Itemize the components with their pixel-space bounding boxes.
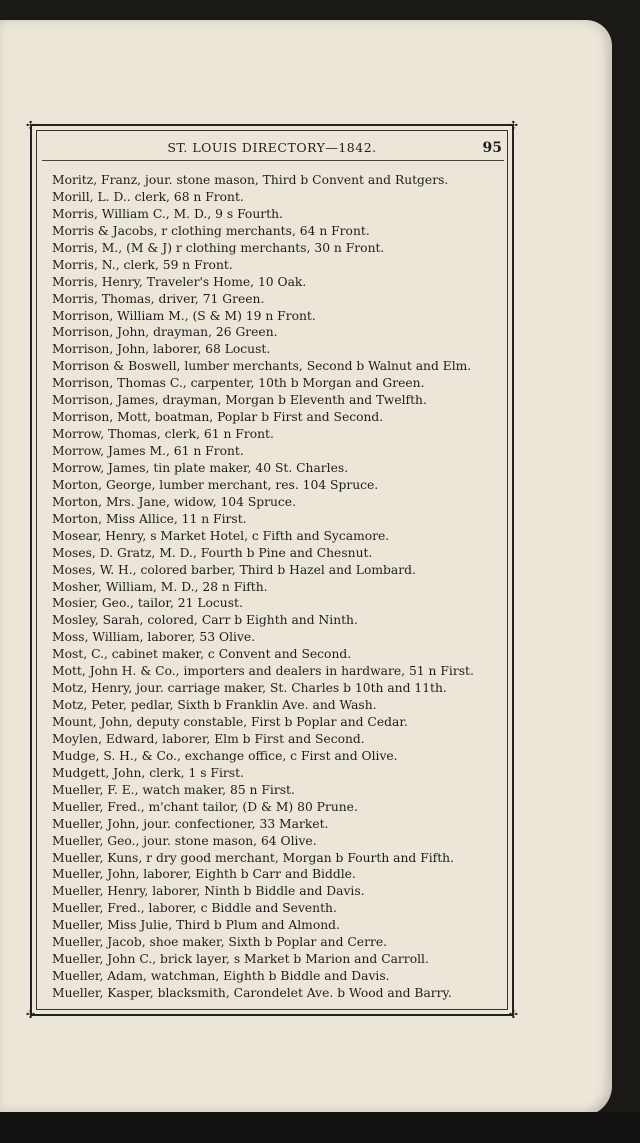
directory-entry: Mudgett, John, clerk, 1 s First. (52, 765, 244, 780)
directory-entry: Mosear, Henry, s Market Hotel, c Fifth and Sycamore. (52, 528, 390, 543)
page-border (26, 119, 518, 1021)
corner-ornament-icon: ✣ (508, 119, 518, 132)
directory-entry: Moss, William, laborer, 53 Olive. (52, 630, 256, 645)
directory-entry: Mueller, John, jour. confectioner, 33 Market. (52, 816, 329, 831)
corner-ornament-icon: ✣ (26, 1008, 36, 1021)
directory-entry: Moylen, Edward, laborer, Elm b First and Second. (52, 731, 365, 746)
directory-entry: Morris, N., clerk, 59 n Front. (52, 257, 233, 272)
running-header: ST. LOUIS DIRECTORY—1842. (167, 140, 377, 155)
directory-entry: Moses, W. H., colored barber, Third b Hazel and Lombard. (52, 562, 416, 577)
directory-entry: Morrow, James, tin plate maker, 40 St. Charles. (52, 460, 349, 475)
directory-entry: Mosley, Sarah, colored, Carr b Eighth and Ninth. (52, 613, 358, 628)
corner-ornament-icon: ✣ (508, 1008, 518, 1021)
directory-page (0, 20, 612, 1116)
directory-entry: Moritz, Franz, jour. stone mason, Third b Convent and Rutgers. (52, 173, 449, 187)
directory-entry: Morrison, John, drayman, 26 Green. (52, 325, 278, 340)
directory-entry: Morrison, Mott, boatman, Poplar b First and Second. (52, 410, 384, 425)
directory-entry: Mount, John, deputy constable, First b Poplar and Cedar. (52, 715, 408, 729)
page-number: 95 (482, 140, 502, 156)
corner-ornament-icon: ✣ (26, 119, 36, 132)
directory-entry: Morrison, Thomas C., carpenter, 10th b Morgan and Green. (52, 376, 425, 391)
directory-entry: Morton, George, lumber merchant, res. 104 Spruce. (52, 477, 379, 492)
directory-entry: Mueller, F. E., watch maker, 85 n First. (52, 782, 295, 797)
directory-entry: Mueller, John C., brick layer, s Market b Marion and Carroll. (52, 952, 429, 967)
directory-entry: Morill, L. D.. clerk, 68 n Front. (52, 189, 244, 204)
directory-entry: Morrison & Boswell, lumber merchants, Second b Walnut and Elm. (52, 359, 472, 374)
directory-entry: Mueller, Fred., laborer, c Biddle and Seventh. (52, 901, 337, 916)
directory-entry: Morrison, William M., (S & M) 19 n Front. (52, 308, 316, 323)
directory-entry: Mott, John H. & Co., importers and dealers in hardware, 51 n First. (52, 664, 474, 679)
directory-entry: Most, C., cabinet maker, c Convent and Second. (52, 647, 352, 662)
directory-entry: Morris, Thomas, driver, 71 Green. (52, 291, 265, 306)
directory-entry: Morrow, James M., 61 n Front. (52, 444, 244, 458)
directory-entry: Mueller, Adam, watchman, Eighth b Biddle and Davis. (52, 969, 390, 984)
directory-entry: Morris, M., (M & J) r clothing merchants, 30 n Front. (52, 240, 385, 255)
directory-entry: Mueller, John, laborer, Eighth b Carr and Biddle. (52, 867, 356, 882)
directory-entry: Moses, D. Gratz, M. D., Fourth b Pine and Chesnut. (52, 545, 373, 560)
directory-entry: Mosier, Geo., tailor, 21 Locust. (52, 596, 243, 611)
directory-entry: Mueller, Geo., jour. stone mason, 64 Olive. (52, 833, 317, 848)
directory-entries (52, 172, 497, 1002)
directory-entry: Morris, Henry, Traveler's Home, 10 Oak. (52, 274, 307, 289)
directory-entry: Mueller, Henry, laborer, Ninth b Biddle and Davis. (52, 884, 365, 899)
directory-entry: Mueller, Kasper, blacksmith, Carondelet Ave. b Wood and Barry. (52, 986, 452, 1000)
directory-entry: Morrison, John, laborer, 68 Locust. (52, 342, 271, 357)
directory-entry: Morrow, Thomas, clerk, 61 n Front. (52, 427, 274, 442)
directory-entry: Morris & Jacobs, r clothing merchants, 64 n Front. (52, 223, 370, 238)
directory-entry: Mudge, S. H., & Co., exchange office, c First and Olive. (52, 748, 398, 763)
directory-entry: Motz, Henry, jour. carriage maker, St. Charles b 10th and 11th. (52, 681, 447, 696)
directory-entry: Mueller, Jacob, shoe maker, Sixth b Poplar and Cerre. (52, 935, 388, 950)
directory-entry: Mosher, William, M. D., 28 n Fifth. (52, 579, 268, 594)
directory-entry: Mueller, Kuns, r dry good merchant, Morgan b Fourth and Fifth. (52, 850, 454, 865)
directory-entry: Mueller, Miss Julie, Third b Plum and Almond. (52, 918, 340, 933)
directory-entry: Morris, William C., M. D., 9 s Fourth. (52, 206, 283, 221)
directory-entry: Morrison, James, drayman, Morgan b Eleventh and Twelfth. (52, 393, 427, 408)
directory-entry: Mueller, Fred., m'chant tailor, (D & M) 80 Prune. (52, 799, 358, 814)
scan-background (0, 1112, 640, 1143)
header-rule (42, 160, 504, 161)
directory-entry: Morton, Miss Allice, 11 n First. (52, 511, 247, 526)
directory-entry: Morton, Mrs. Jane, widow, 104 Spruce. (52, 494, 296, 509)
directory-entry: Motz, Peter, pedlar, Sixth b Franklin Ave. and Wash. (52, 698, 377, 713)
